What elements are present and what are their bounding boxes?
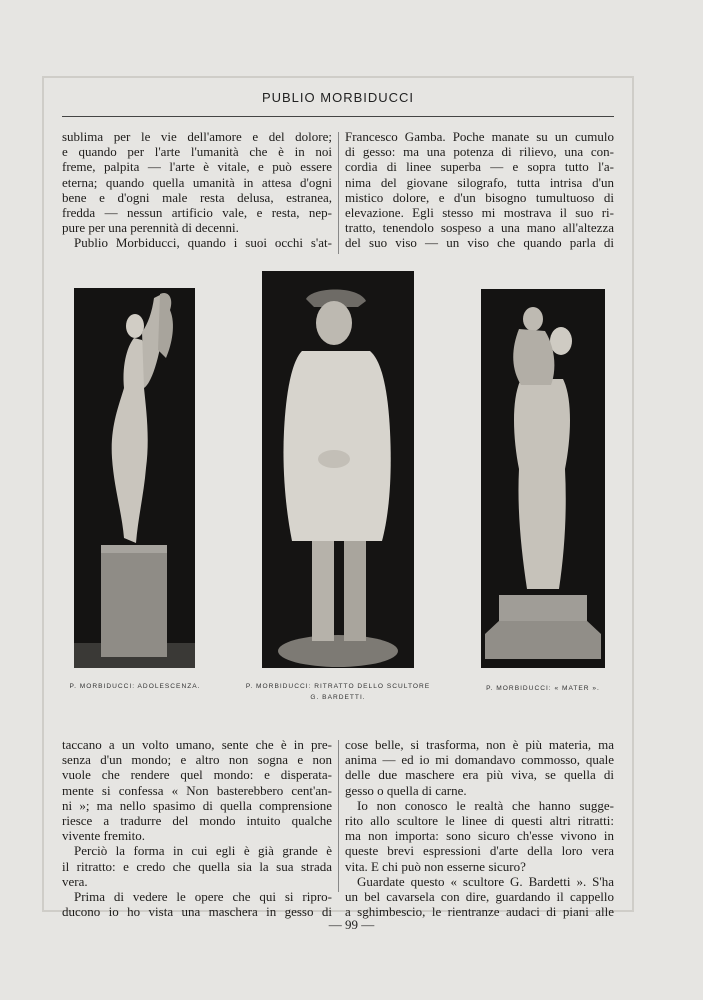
- text-line: Guardate questo « scultore G. Bardetti ». S'ha: [357, 873, 614, 889]
- column-divider: [338, 740, 339, 892]
- photo-ritratto-bardetti: [262, 271, 414, 668]
- text-line: mente si confessa « Non basterebbero cent'an-: [62, 782, 332, 798]
- text-line: ni »; ma nello spasimo di quella comprensione: [62, 797, 332, 813]
- top-left-column: [62, 129, 332, 251]
- caption-adolescenza: P. MORBIDUCCI: ADOLESCENZA.: [69, 683, 201, 690]
- text-line: eterna; quando quella umanità in attesa d'ogni: [62, 174, 332, 190]
- statue-figure-graphic: [262, 271, 414, 668]
- text-line: il ritratto: e credo che quella sia la sua strada: [62, 858, 332, 874]
- text-line: e quando per l'arte l'umanità che è in noi: [62, 144, 332, 160]
- text-line: queste brevi espressioni d'arte della loro vera: [345, 843, 614, 859]
- running-head: PUBLIO MORBIDUCCI: [261, 90, 415, 105]
- text-line: tratto, tenendolo sospeso a una mano all'altezza: [345, 220, 614, 236]
- paragraph: [62, 737, 332, 843]
- text-line: Prima di vedere le opere che qui si ripro-: [74, 889, 332, 905]
- text-line: rito allo scultore le linee di questi altri ritratti:: [345, 813, 614, 829]
- text-line: freme, palpita — l'arte è vitale, e può essere: [62, 159, 332, 175]
- page-number: — 99 —: [328, 917, 375, 932]
- text-line: elevazione. Egli stesso mi mostrava il suo ri-: [345, 205, 614, 221]
- paragraph: [345, 798, 614, 874]
- caption-mater: P. MORBIDUCCI: « MATER ».: [486, 685, 600, 692]
- text-line: taccano a un volto umano, sente che è in pre-: [62, 737, 332, 752]
- text-line: del suo viso — un viso che quando parla di: [345, 235, 614, 251]
- text-line: cordia di linee superba — e sopra tutto l'a-: [345, 159, 614, 175]
- text-line: ducono io ho vista una maschera in gesso di: [62, 904, 332, 920]
- bottom-left-column: [62, 737, 332, 919]
- text-line: Perciò la forma in cui egli è già grande è: [74, 843, 332, 859]
- photo-adolescenza: [74, 288, 195, 668]
- paragraph: [62, 843, 332, 889]
- text-line: riesce a tradurre del mondo intuito qualche: [62, 813, 332, 829]
- text-line: Francesco Gamba. Poche manate su un cumulo: [345, 129, 614, 144]
- text-line: nima del giovane silografo, tutta intrisa d'un: [345, 174, 614, 190]
- text-line: gesso o quella di carne.: [345, 782, 467, 798]
- text-line: di gesso: ma una potenza di rilievo, una con-: [345, 144, 614, 160]
- header-rule: [62, 116, 614, 117]
- text-line: ma non importa: sono sicuro ch'esse vivono in: [345, 828, 614, 844]
- text-line: Publio Morbiducci, quando i suoi occhi s'at-: [74, 235, 332, 251]
- bottom-right-column: [345, 737, 614, 919]
- text-line: sublima per le vie dell'amore e del dolore;: [62, 129, 332, 144]
- photo-mater: [481, 289, 605, 668]
- text-line: a sghimbescio, le rientranze audaci di piani alle: [345, 904, 614, 920]
- text-line: mistico dolore, e d'un bisogno tumultuoso di: [345, 189, 614, 205]
- text-line: Io non conosco le realtà che hanno sugge-: [357, 797, 614, 813]
- statue-figure-graphic: [74, 288, 195, 668]
- text-line: bene e d'ogni male resta delusa, estranea,: [62, 189, 332, 205]
- text-line: vivente fremito.: [62, 828, 146, 844]
- text-line: pure per una perennità di decenni.: [62, 220, 239, 236]
- paragraph: [62, 889, 332, 919]
- top-right-column: [345, 129, 614, 251]
- paragraph: [345, 737, 614, 798]
- text-line: fredda — nessun artificio vale, e resta, nep-: [62, 205, 332, 221]
- text-line: vera.: [62, 873, 88, 889]
- text-line: anima — ed io mi domandavo commosso, quale: [345, 752, 614, 768]
- text-line: cose belle, si trasforma, non è più materia, ma: [345, 737, 614, 752]
- text-line: un bel cavarsela con dire, guardando il cappello: [345, 889, 614, 905]
- text-line: senza d'un mondo; e altro non sogna e non: [62, 752, 332, 768]
- statue-figure-graphic: [481, 289, 605, 668]
- text-line: vuole che rendere quel mondo: e disperata-: [62, 767, 332, 783]
- paragraph: [345, 874, 614, 920]
- text-line: delle due maschere era più viva, se quella di: [345, 767, 614, 783]
- caption-ritratto-bardetti: P. MORBIDUCCI: RITRATTO DELLO SCULTORE G. BARDETTI.: [245, 683, 431, 701]
- text-line: vita. E chi può non esserne sicuro?: [345, 858, 526, 874]
- column-divider: [338, 132, 339, 254]
